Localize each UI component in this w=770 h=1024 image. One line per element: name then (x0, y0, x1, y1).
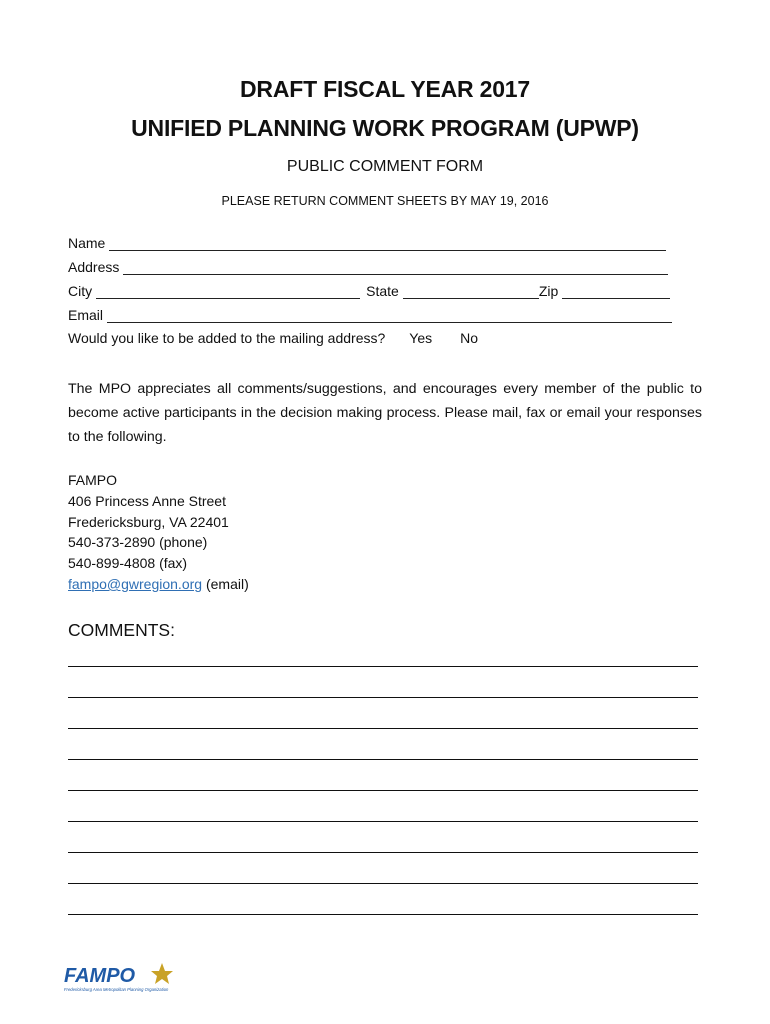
email-label: Email (68, 307, 104, 323)
comment-line[interactable] (68, 821, 698, 822)
logo-tagline: Fredericksburg Area Metropolitan Planning Organization (64, 987, 169, 992)
comment-line[interactable] (68, 697, 698, 698)
city-state-zip-field[interactable] (68, 283, 670, 299)
logo-text: FAMPO (64, 965, 136, 987)
contact-address-block (68, 470, 249, 595)
contact-city-state-zip: Fredericksburg, VA 22401 (68, 513, 229, 530)
name-underline[interactable] (109, 238, 666, 251)
form-subtitle: PUBLIC COMMENT FORM (286, 158, 484, 175)
comment-line[interactable] (68, 790, 698, 791)
contact-street: 406 Princess Anne Street (68, 492, 226, 509)
mailing-list-question (68, 330, 478, 346)
city-label: City (68, 283, 93, 299)
comment-line[interactable] (68, 914, 698, 915)
contact-email-suffix: (email) (202, 575, 249, 592)
contact-phone: 540-373-2890 (phone) (68, 534, 208, 551)
contact-fax: 540-899-4808 (fax) (68, 555, 188, 572)
fampo-logo (62, 960, 177, 994)
instructions-paragraph: The MPO appreciates all comments/suggestions, and encourages every member of the public to become active participants in the decision making process. Please mail, fax or email your responses to the following. (68, 381, 702, 445)
comment-line[interactable] (68, 883, 698, 884)
no-option[interactable]: No (460, 330, 479, 346)
logo-star-icon (151, 963, 173, 984)
zip-underline[interactable] (562, 286, 670, 299)
return-deadline-notice: PLEASE RETURN COMMENT SHEETS BY MAY 19, 2016 (221, 194, 549, 208)
address-underline[interactable] (123, 262, 668, 275)
comment-line[interactable] (68, 852, 698, 853)
yes-option[interactable]: Yes (409, 330, 433, 346)
comment-line[interactable] (68, 728, 698, 729)
name-label: Name (68, 235, 106, 251)
mailing-question-text: Would you like to be added to the mailing address? (68, 330, 386, 346)
state-underline[interactable] (403, 286, 539, 299)
email-field[interactable] (68, 307, 672, 323)
contact-email-link[interactable]: fampo@gwregion.org (68, 575, 203, 592)
title-line-2: UNIFIED PLANNING WORK PROGRAM (UPWP) (131, 115, 639, 141)
contact-org: FAMPO (68, 472, 118, 488)
contact-email-line (68, 574, 249, 595)
comments-heading: COMMENTS: (68, 620, 175, 640)
city-underline[interactable] (96, 286, 360, 299)
address-label: Address (68, 259, 120, 275)
address-field[interactable] (68, 259, 668, 275)
title-line-1: DRAFT FISCAL YEAR 2017 (240, 76, 530, 102)
state-label: State (366, 283, 399, 299)
zip-label: Zip (538, 283, 559, 299)
name-field[interactable] (68, 235, 666, 251)
comment-line[interactable] (68, 666, 698, 667)
email-underline[interactable] (107, 310, 672, 323)
comment-line[interactable] (68, 759, 698, 760)
